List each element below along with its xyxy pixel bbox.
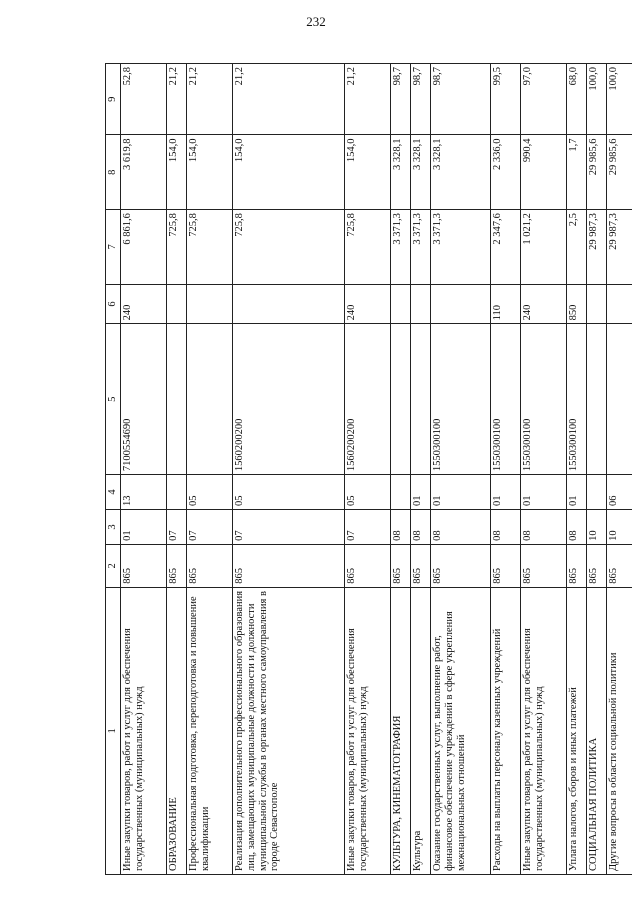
execution-percent-cell: 52,8 [121,64,167,136]
executed-amount-cell: 1,7 [567,135,587,210]
subsection-code-cell: 01 [567,475,587,510]
target-article-cell [187,324,233,475]
budget-table [105,63,632,875]
row-name-cell: Иные закупки товаров, работ и услуг для обеспечения государственных (муниципальных) нужд [521,587,567,874]
table-row [121,64,167,875]
ved-code-cell: 865 [391,544,411,587]
planned-amount-cell: 725,8 [345,210,391,285]
expense-type-cell [167,284,187,324]
target-article-cell [587,324,607,475]
table-row [567,64,587,875]
table-row [607,64,632,875]
planned-amount-cell: 29 987,3 [587,210,607,285]
header-cell: 7 [106,210,121,285]
execution-percent-cell: 98,7 [391,64,411,136]
execution-percent-cell: 21,2 [167,64,187,136]
row-name-cell: ОБРАЗОВАНИЕ [167,587,187,874]
planned-amount-cell: 3 371,3 [391,210,411,285]
executed-amount-cell: 154,0 [167,135,187,210]
section-code-cell: 08 [521,510,567,545]
header-cell: 5 [106,324,121,475]
subsection-code-cell: 01 [431,475,491,510]
execution-percent-cell: 97,0 [521,64,567,136]
execution-percent-cell: 100,0 [587,64,607,136]
header-cell: 6 [106,284,121,324]
section-code-cell: 08 [411,510,431,545]
subsection-code-cell [391,475,411,510]
planned-amount-cell: 6 861,6 [121,210,167,285]
rotated-table-container [105,63,619,875]
expense-type-cell: 240 [121,284,167,324]
table-row [345,64,391,875]
ved-code-cell: 865 [567,544,587,587]
row-name-cell: Другие вопросы в области социальной политики [607,587,632,874]
row-name-cell: СОЦИАЛЬНАЯ ПОЛИТИКА [587,587,607,874]
row-name-cell: Оказание государственных услуг, выполнение работ, финансовое обеспечение учреждений в сфере укрепления межнациональных отношений [431,587,491,874]
subsection-code-cell: 01 [491,475,521,510]
expense-type-cell: 850 [567,284,587,324]
section-code-cell: 08 [391,510,411,545]
target-article-cell [391,324,411,475]
table-row [521,64,567,875]
target-article-cell: 1550300100 [521,324,567,475]
table-header-row [106,64,121,875]
ved-code-cell: 865 [521,544,567,587]
row-name-cell: Профессиональная подготовка, переподготовка и повышение квалификации [187,587,233,874]
section-code-cell: 07 [233,510,345,545]
planned-amount-cell: 3 371,3 [411,210,431,285]
expense-type-cell [187,284,233,324]
ved-code-cell: 865 [233,544,345,587]
ved-code-cell: 865 [167,544,187,587]
target-article-cell: 1560200200 [233,324,345,475]
section-code-cell: 08 [567,510,587,545]
header-cell: 4 [106,475,121,510]
table-row [187,64,233,875]
section-code-cell: 10 [587,510,607,545]
ved-code-cell: 865 [187,544,233,587]
subsection-code-cell: 01 [411,475,431,510]
executed-amount-cell: 154,0 [233,135,345,210]
execution-percent-cell: 98,7 [431,64,491,136]
header-cell: 2 [106,544,121,587]
subsection-code-cell: 13 [121,475,167,510]
section-code-cell: 07 [187,510,233,545]
target-article-cell: 1550300100 [431,324,491,475]
expense-type-cell [391,284,411,324]
expense-type-cell [587,284,607,324]
table-row [167,64,187,875]
ved-code-cell: 865 [411,544,431,587]
table-row [587,64,607,875]
execution-percent-cell: 100,0 [607,64,632,136]
executed-amount-cell: 990,4 [521,135,567,210]
executed-amount-cell: 154,0 [345,135,391,210]
ved-code-cell: 865 [607,544,632,587]
row-name-cell: Реализация дополнительного профессионального образования лиц, замещающих муниципальные должности и должности муниципальной службы в органах местного самоуправления в городе Севастополе [233,587,345,874]
subsection-code-cell: 01 [521,475,567,510]
subsection-code-cell [587,475,607,510]
header-cell: 8 [106,135,121,210]
execution-percent-cell: 99,5 [491,64,521,136]
subsection-code-cell: 05 [187,475,233,510]
subsection-code-cell: 05 [233,475,345,510]
section-code-cell: 01 [121,510,167,545]
row-name-cell: Иные закупки товаров, работ и услуг для обеспечения государственных (муниципальных) нужд [121,587,167,874]
header-cell: 9 [106,64,121,136]
expense-type-cell: 110 [491,284,521,324]
page-number: 232 [306,14,326,29]
planned-amount-cell: 725,8 [167,210,187,285]
planned-amount-cell: 1 021,2 [521,210,567,285]
execution-percent-cell: 68,0 [567,64,587,136]
target-article-cell: 1550300100 [491,324,521,475]
execution-percent-cell: 21,2 [345,64,391,136]
subsection-code-cell: 06 [607,475,632,510]
table-row [391,64,411,875]
row-name-cell: Расходы на выплаты персоналу казенных учреждений [491,587,521,874]
target-article-cell [167,324,187,475]
row-name-cell: КУЛЬТУРА, КИНЕМАТОГРАФИЯ [391,587,411,874]
table-row [491,64,521,875]
executed-amount-cell: 3 328,1 [391,135,411,210]
execution-percent-cell: 21,2 [233,64,345,136]
row-name-cell: Уплата налогов, сборов и иных платежей [567,587,587,874]
executed-amount-cell: 2 336,0 [491,135,521,210]
section-code-cell: 07 [345,510,391,545]
section-code-cell: 08 [431,510,491,545]
expense-type-cell [607,284,632,324]
header-cell: 1 [106,587,121,874]
planned-amount-cell: 29 987,3 [607,210,632,285]
expense-type-cell [411,284,431,324]
table-row [411,64,431,875]
executed-amount-cell: 29 985,6 [587,135,607,210]
execution-percent-cell: 21,2 [187,64,233,136]
target-article-cell [607,324,632,475]
header-cell: 3 [106,510,121,545]
expense-type-cell: 240 [345,284,391,324]
executed-amount-cell: 154,0 [187,135,233,210]
subsection-code-cell [167,475,187,510]
expense-type-cell: 240 [521,284,567,324]
row-name-cell: Иные закупки товаров, работ и услуг для обеспечения государственных (муниципальных) нужд [345,587,391,874]
ved-code-cell: 865 [587,544,607,587]
planned-amount-cell: 725,8 [233,210,345,285]
planned-amount-cell: 2,5 [567,210,587,285]
executed-amount-cell: 3 328,1 [431,135,491,210]
section-code-cell: 08 [491,510,521,545]
target-article-cell [411,324,431,475]
executed-amount-cell: 3 328,1 [411,135,431,210]
ved-code-cell: 865 [431,544,491,587]
planned-amount-cell: 725,8 [187,210,233,285]
ved-code-cell: 865 [345,544,391,587]
ved-code-cell: 865 [121,544,167,587]
table-row [431,64,491,875]
planned-amount-cell: 3 371,3 [431,210,491,285]
target-article-cell: 1560200200 [345,324,391,475]
subsection-code-cell: 05 [345,475,391,510]
section-code-cell: 07 [167,510,187,545]
row-name-cell: Культура [411,587,431,874]
expense-type-cell [233,284,345,324]
execution-percent-cell: 98,7 [411,64,431,136]
expense-type-cell [431,284,491,324]
planned-amount-cell: 2 347,6 [491,210,521,285]
target-article-cell: 1550300100 [567,324,587,475]
section-code-cell: 10 [607,510,632,545]
table-row [233,64,345,875]
executed-amount-cell: 3 619,8 [121,135,167,210]
target-article-cell: 7100554690 [121,324,167,475]
ved-code-cell: 865 [491,544,521,587]
executed-amount-cell: 29 985,6 [607,135,632,210]
